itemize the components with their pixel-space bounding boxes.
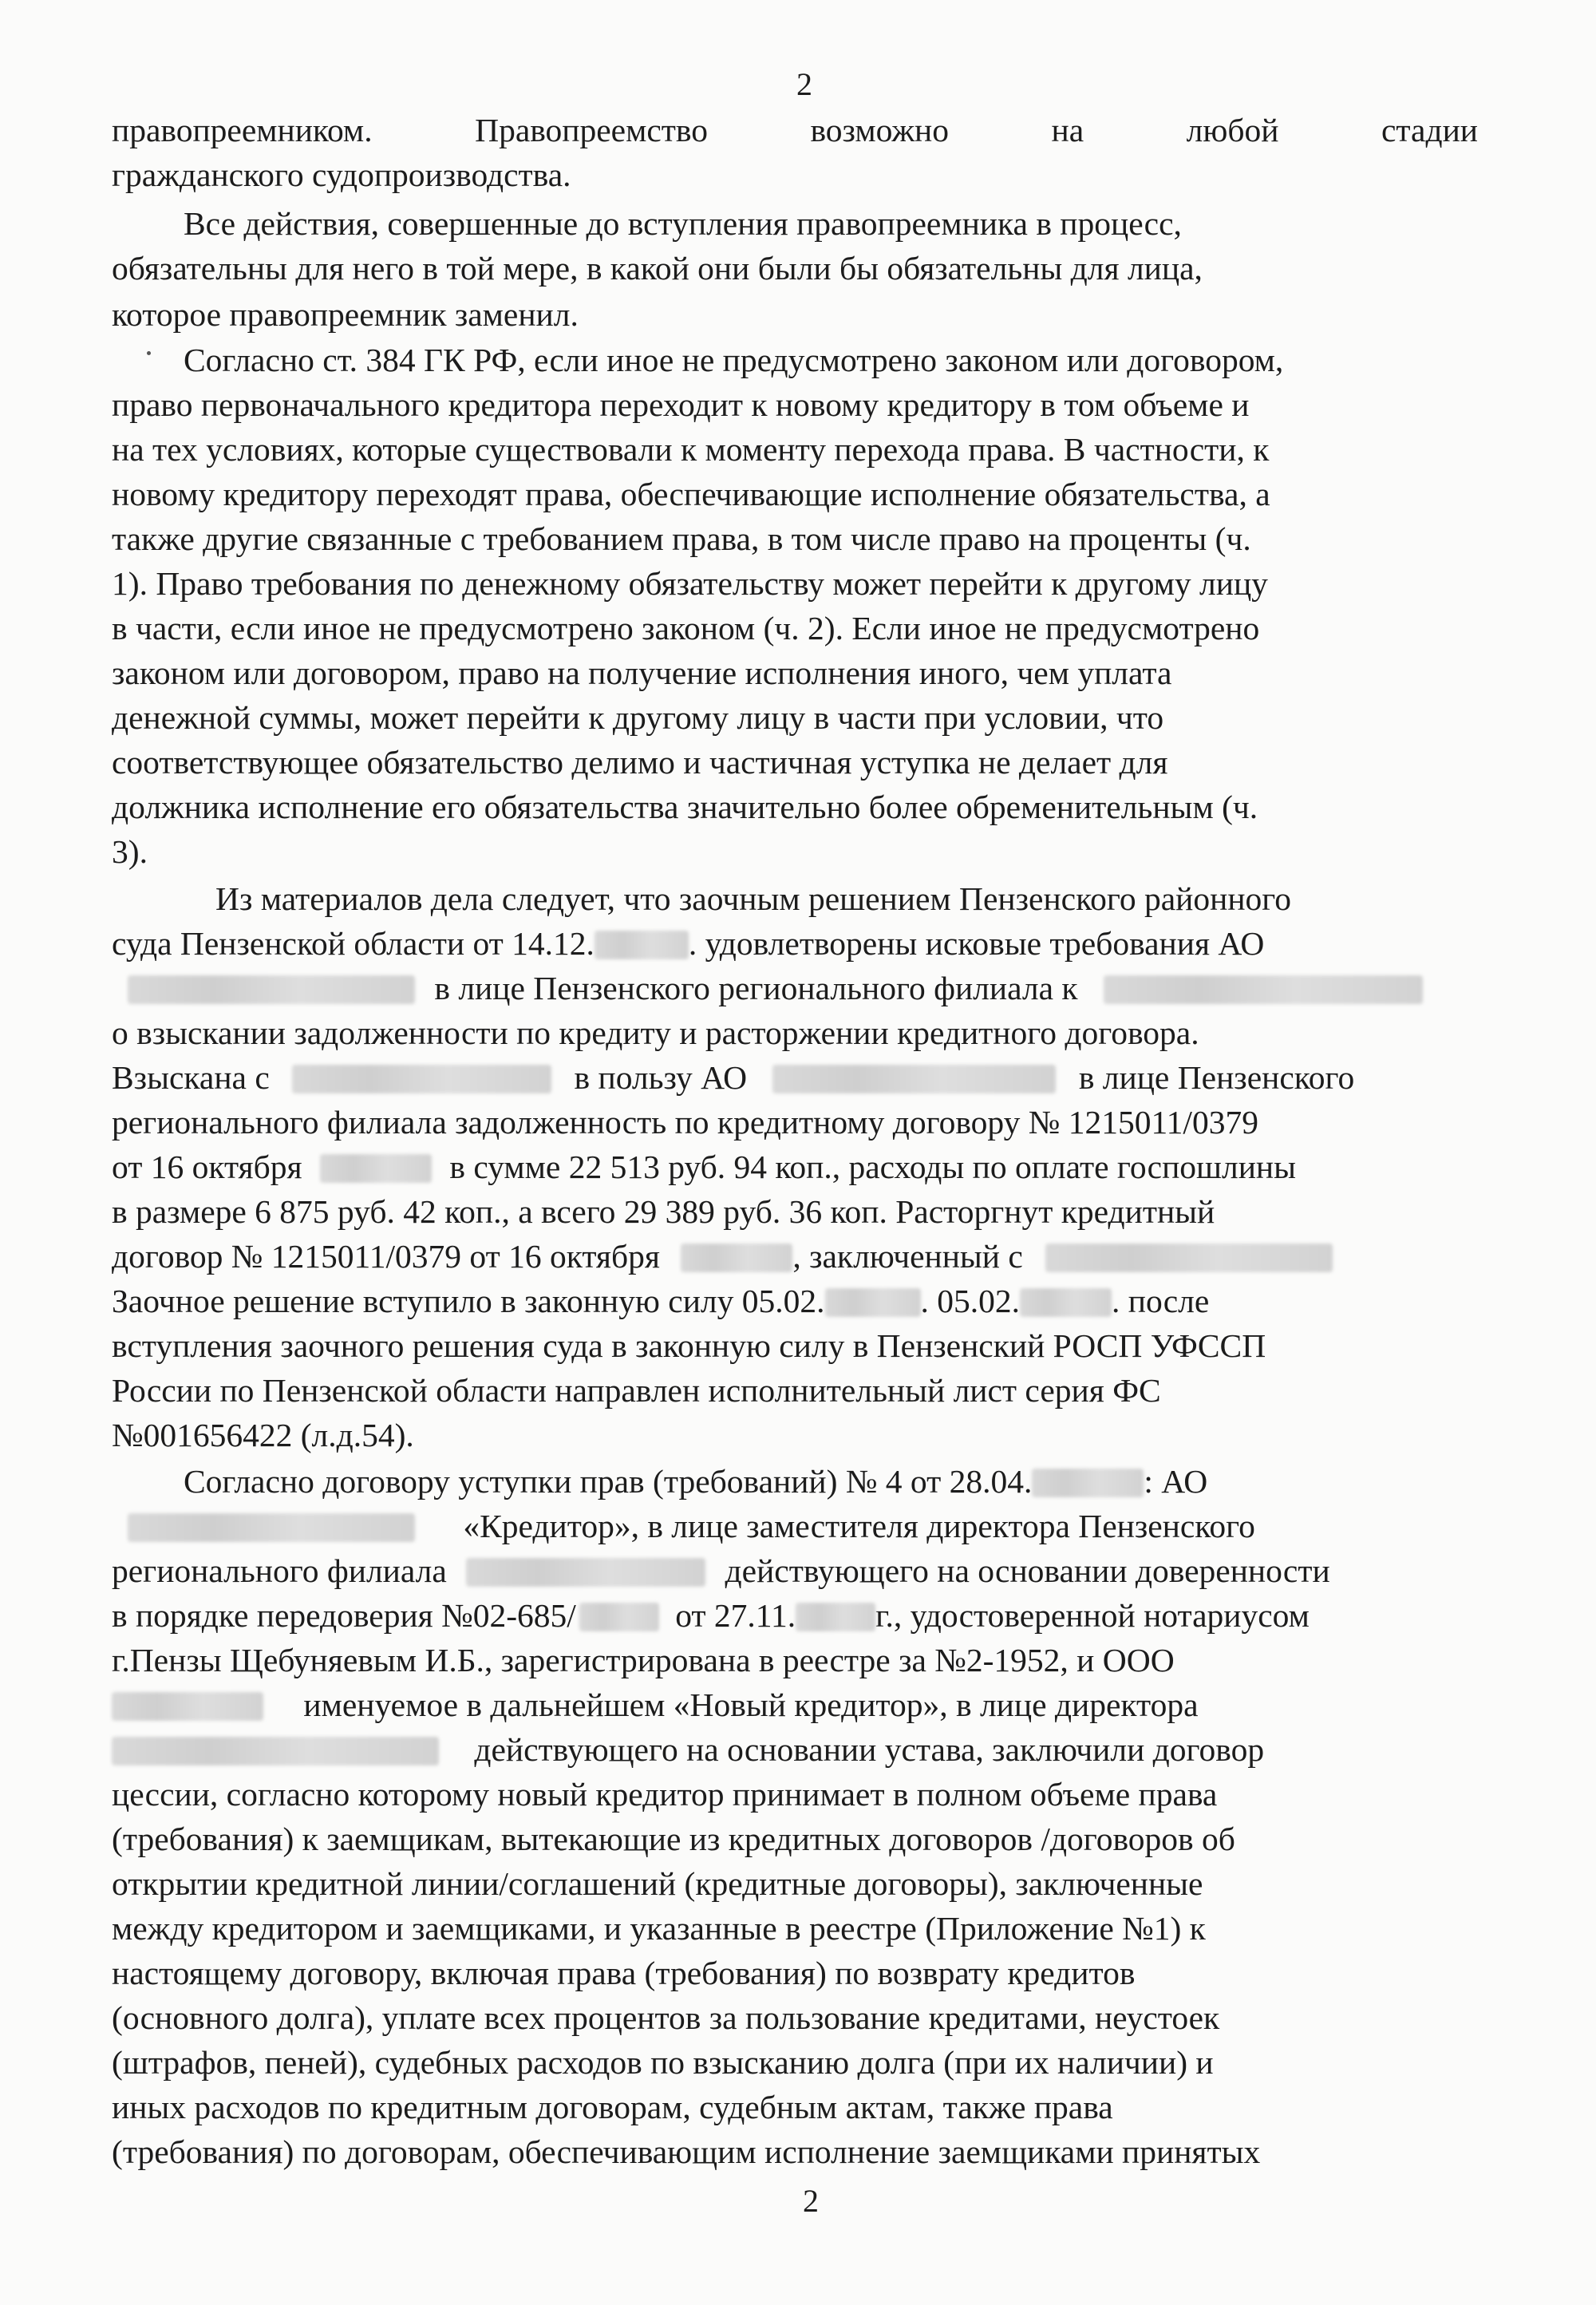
text-line: в части, если иное не предусмотрено законом (ч. 2). Если иное не предусмотрено xyxy=(112,610,1260,646)
text-line: договор № 1215011/0379 от 16 октября , заключенный с xyxy=(112,1240,1333,1274)
page-number-top: 2 xyxy=(796,66,812,102)
text-line: которое правопреемник заменил. xyxy=(112,296,579,333)
text-line xyxy=(112,114,1478,148)
text-line: действующего на основании устава, заключили договор xyxy=(112,1734,1264,1767)
text-line: Все действия, совершенные до вступления правопреемника в процесс, xyxy=(184,205,1182,242)
redacted-person xyxy=(466,1558,705,1587)
text-line: (штрафов, пеней), судебных расходов по взысканию долга (при их наличии) и xyxy=(112,2044,1214,2081)
redacted-year xyxy=(320,1154,432,1183)
redacted-person xyxy=(112,1737,439,1765)
redacted-company xyxy=(128,975,415,1004)
text-line: на тех условиях, которые существовали к моменту перехода права. В частности, к xyxy=(112,431,1270,468)
text-line: от 16 октября в сумме 22 513 руб. 94 коп., расходы по оплате госпошлины xyxy=(112,1149,1297,1185)
redacted-year xyxy=(681,1243,792,1272)
redacted-person xyxy=(1045,1243,1333,1272)
word: любой xyxy=(1186,112,1279,148)
word: Правопреемство xyxy=(475,112,708,148)
redacted-person xyxy=(1104,975,1423,1004)
redacted-year xyxy=(1032,1469,1144,1497)
redacted-company xyxy=(128,1513,415,1542)
text-line: обязательны для него в той мере, в какой они были бы обязательны для лица, xyxy=(112,250,1203,287)
redacted-number xyxy=(579,1603,659,1631)
text-line: Из материалов дела следует, что заочным решением Пензенского районного xyxy=(215,880,1292,917)
word: правопреемником. xyxy=(112,112,373,148)
text-line: г.Пензы Щебуняевым И.Б., зарегистрирована в реестре за №2-1952, и ООО xyxy=(112,1642,1175,1678)
word: на xyxy=(1051,112,1084,148)
text-line: 3). xyxy=(112,833,148,870)
page-number-bottom: 2 xyxy=(803,2183,819,2219)
text-line: новому кредитору переходят права, обеспечивающие исполнение обязательства, а xyxy=(112,476,1270,512)
redacted-year xyxy=(825,1288,921,1317)
redacted-year xyxy=(796,1603,875,1631)
text-line: открытии кредитной линии/соглашений (кредитные договоры), заключенные xyxy=(112,1865,1203,1902)
text-line: именуемое в дальнейшем «Новый кредитор», в лице директора xyxy=(112,1689,1199,1722)
text-line: регионального филиала действующего на основании доверенности xyxy=(112,1552,1330,1589)
redacted-company xyxy=(772,1065,1056,1093)
text-line: (основного долга), уплате всех процентов за пользование кредитами, неустоек xyxy=(112,1999,1220,2036)
scan-speck xyxy=(147,351,151,355)
word: возможно xyxy=(810,112,949,148)
text-line: между кредитором и заемщиками, и указанные в реестре (Приложение №1) к xyxy=(112,1910,1206,1947)
text-line: о взыскании задолженности по кредиту и расторжении кредитного договора. xyxy=(112,1014,1199,1051)
redacted-year xyxy=(595,931,689,959)
text-line: денежной суммы, может перейти к другому лицу в части при условии, что xyxy=(112,699,1164,736)
text-line: в размере 6 875 руб. 42 коп., а всего 29 389 руб. 36 коп. Расторгнут кредитный xyxy=(112,1193,1215,1230)
text-line: цессии, согласно которому новый кредитор принимает в полном объеме права xyxy=(112,1776,1218,1813)
redacted-company xyxy=(112,1692,263,1721)
redacted-person xyxy=(292,1065,551,1093)
text-line: право первоначального кредитора переходит к новому кредитору в том объеме и xyxy=(112,386,1250,423)
text-line: настоящему договору, включая права (требования) по возврату кредитов xyxy=(112,1955,1136,1991)
text-line: должника исполнение его обязательства значительно более обременительным (ч. xyxy=(112,789,1258,825)
text-line: Заочное решение вступило в законную силу 05.02. . 05.02. . после xyxy=(112,1283,1210,1319)
text-line: соответствующее обязательство делимо и частичная уступка не делает для xyxy=(112,744,1168,781)
text-line: России по Пензенской области направлен исполнительный лист серия ФС xyxy=(112,1372,1161,1409)
text-line: гражданского судопроизводства. xyxy=(112,156,571,193)
text-line: иных расходов по кредитным договорам, судебным актам, также права xyxy=(112,2089,1113,2125)
text-line: законом или договором, право на получение исполнения иного, чем уплата xyxy=(112,654,1172,691)
text-line: регионального филиала задолженность по кредитному договору № 1215011/0379 xyxy=(112,1104,1258,1141)
text-line: суда Пензенской области от 14.12. . удовлетворены исковые требования АО xyxy=(112,925,1265,962)
text-line: Взыскана с в пользу АО в лице Пензенского xyxy=(112,1059,1355,1096)
text-line: в порядке передоверия №02-685/ от 27.11. г., удостоверенной нотариусом xyxy=(112,1597,1310,1634)
text-line: №001656422 (л.д.54). xyxy=(112,1417,414,1453)
text-line: Согласно ст. 384 ГК РФ, если иное не предусмотрено законом или договором, xyxy=(184,342,1284,378)
text-line: вступления заочного решения суда в законную силу в Пензенский РОСП УФССП xyxy=(112,1327,1266,1364)
text-line: (требования) к заемщикам, вытекающие из кредитных договоров /договоров об xyxy=(112,1821,1235,1857)
redacted-year xyxy=(1020,1288,1112,1317)
text-line: «Кредитор», в лице заместителя директора Пензенского xyxy=(128,1510,1255,1544)
text-line: 1). Право требования по денежному обязательству может перейти к другому лицу xyxy=(112,565,1268,602)
text-line: также другие связанные с требованием права, в том числе право на проценты (ч. xyxy=(112,520,1251,557)
text-line: в лице Пензенского регионального филиала к xyxy=(128,972,1423,1006)
text-line: (требования) по договорам, обеспечивающим исполнение заемщиками принятых xyxy=(112,2133,1261,2170)
text-line: Согласно договору уступки прав (требований) № 4 от 28.04. : АО xyxy=(184,1463,1208,1500)
word: стадии xyxy=(1381,112,1478,148)
